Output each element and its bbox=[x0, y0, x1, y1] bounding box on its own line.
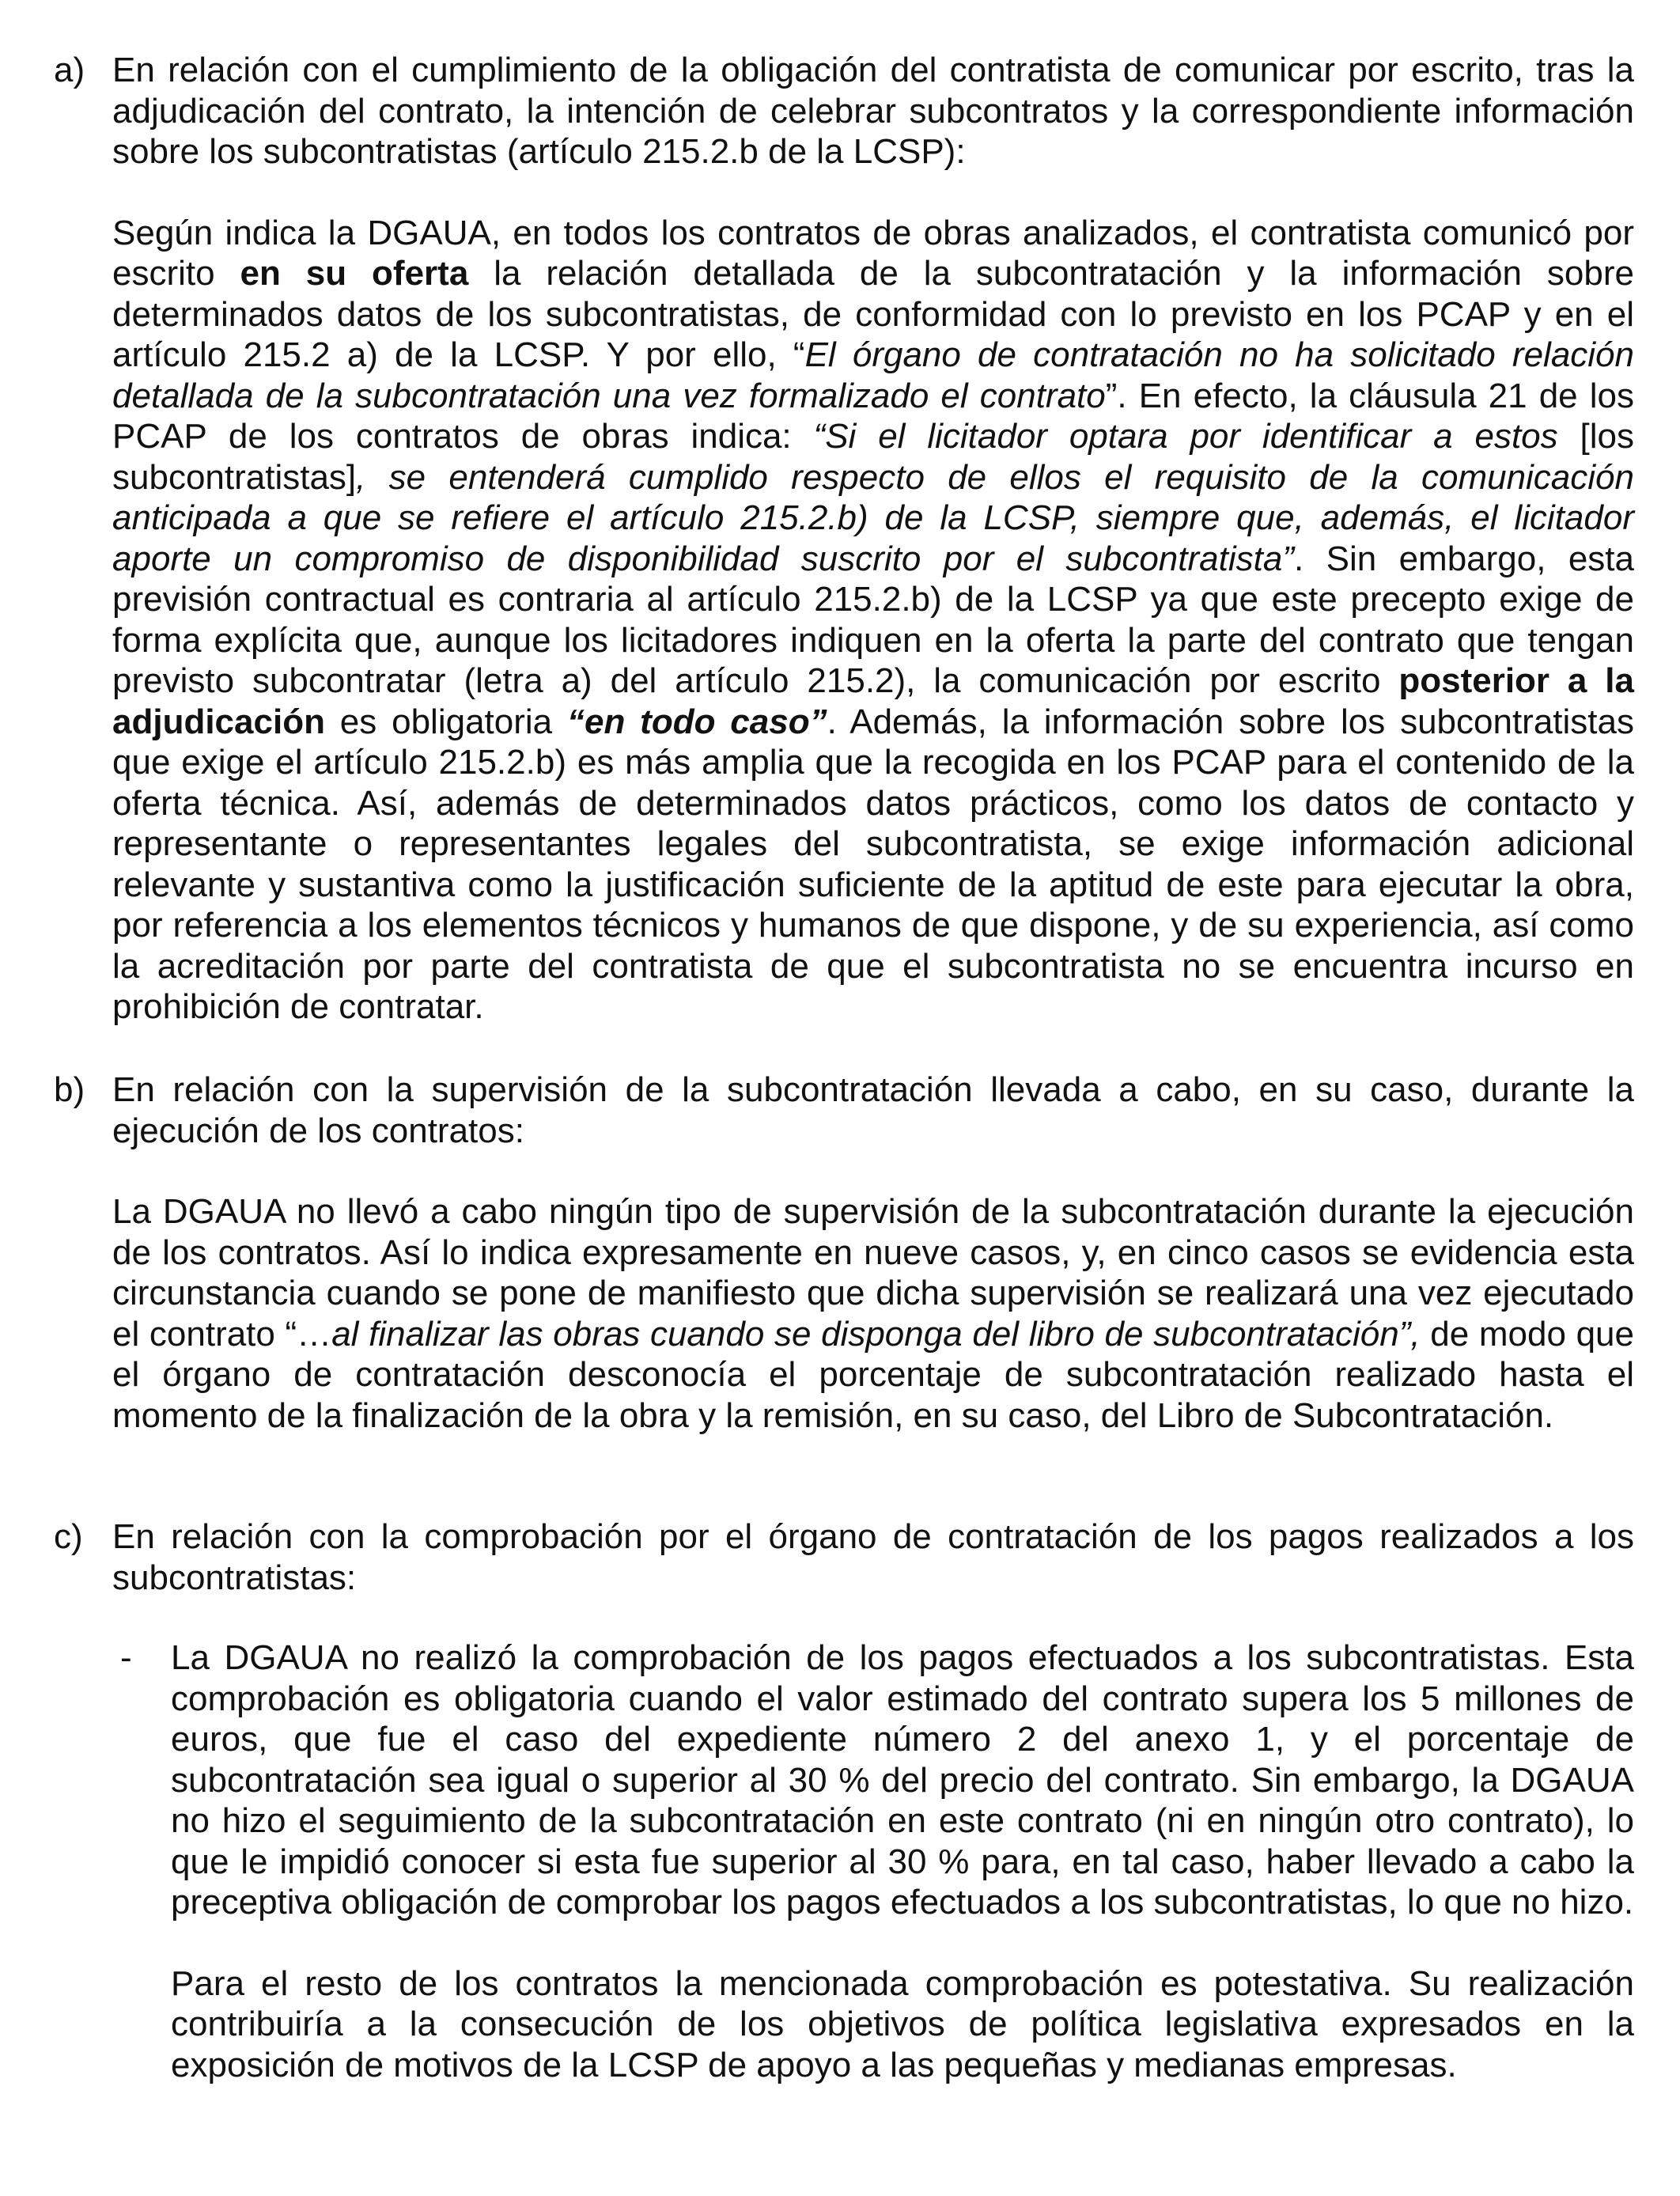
list-item-c bbox=[54, 1516, 1634, 1598]
item-paragraph bbox=[112, 213, 1634, 1028]
text-run: [los subcontratistas] bbox=[112, 417, 1634, 497]
text-run: de modo que el órgano de contratación desconocía el porcentaje de subcontratación realizado hasta el momento de la finalización de la obra y la remisión, en su caso, del Libro de Subcontratación. bbox=[112, 1314, 1634, 1435]
text-run: es obligatoria bbox=[324, 702, 567, 741]
sub-item-dash bbox=[112, 1638, 1634, 2085]
text-run: , se entenderá cumplido respecto de ellos el requisito de la comunicación anticipada a que se refiere el artículo 215.2.b) de la LCSP, siempre que, además, el licitador aporte un compromiso de disponibilidad suscrito por el subcontratista” bbox=[112, 457, 1634, 578]
sub-item-paragraph-1: La DGAUA no realizó la comprobación de los pagos efectuados a los subcontratistas. Esta comprobación es obligatoria cuando el valor estimado del contrato supera los 5 millones de euros, que fue el caso del expediente número 2 del anexo 1, y el porcentaje de subcontratación sea igual o superior al 30 % del precio del contrato. Sin embargo, la DGAUA no hizo el seguimiento de la subcontratación en este contrato (ni en ningún otro contrato), lo que le impidió conocer si esta fue superior al 30 % para, en tal caso, haber llevado a cabo la preceptiva obligación de comprobar los pagos efectuados a los subcontratistas, lo que no hizo. bbox=[171, 1638, 1634, 1922]
text-run: El órgano de contratación no ha solicitado relación detallada de la subcontratación una vez formalizado el contrato bbox=[112, 335, 1635, 415]
text-run: en su oferta bbox=[240, 254, 469, 293]
item-marker: a) bbox=[54, 51, 85, 89]
text-run: “Si el licitador optara por identificar a estos bbox=[813, 417, 1558, 456]
sub-item-marker: - bbox=[120, 1638, 132, 1677]
item-marker: b) bbox=[54, 1070, 85, 1109]
text-run: . Sin embargo, esta previsión contractual es contraria al artículo 215.2.b) de la LCSP ya que este precepto exige de forma explícita que, aunque los licitadores indiquen en la oferta la parte del contrato que tengan previsto subcontratar (letra a) del artículo 215.2), la comunicación por escrito bbox=[112, 539, 1634, 700]
item-intro: En relación con la supervisión de la subcontratación llevada a cabo, en su caso, durante la ejecución de los contratos: bbox=[112, 1070, 1634, 1150]
text-run: la relación detallada de la subcontratación y la información sobre determinados datos de los subcontratistas, de conformidad con lo previsto en los PCAP y en el artículo 215.2 a) de la LCSP. Y por ello, “ bbox=[112, 254, 1634, 374]
text-run: . Además, la información sobre los subcontratistas que exige el artículo 215.2.b) es más amplia que la recogida en los PCAP para el contenido de la oferta técnica. Así, además de determinados datos prácticos, como los datos de contacto y representante o representantes legales del subcontratista, se exige información adicional relevante y sustantiva como la justificación suficiente de la aptitud de este para ejecutar la obra, por referencia a los elementos técnicos y humanos de que dispone, y de su experiencia, así como la acreditación por parte del contratista de que el subcontratista no se encuentra incurso en prohibición de contratar. bbox=[112, 702, 1634, 1026]
text-run: posterior a la adjudicación bbox=[112, 661, 1635, 741]
item-intro: En relación con el cumplimiento de la obligación del contratista de comunicar por escrito, tras la adjudicación del contrato, la intención de celebrar subcontratos y la correspondiente información sobre los subcontratistas (artículo 215.2.b de la LCSP): bbox=[112, 51, 1634, 171]
item-intro: En relación con la comprobación por el órgano de contratación de los pagos realizados a los subcontratistas: bbox=[112, 1517, 1634, 1597]
item-paragraph bbox=[112, 1191, 1634, 1436]
sub-item-paragraph-2: Para el resto de los contratos la mencionada comprobación es potestativa. Su realización contribuiría a la consecución de los objetivos de política legislativa expresados en la exposición de motivos de la LCSP de apoyo a las pequeñas y medianas empresas. bbox=[171, 1963, 1634, 2084]
text-run: La DGAUA no llevó a cabo ningún tipo de supervisión de la subcontratación durante la ejecución de los contratos. Así lo indica expresamente en nueve casos, y, en cinco casos se evidencia esta circunstancia cuando se pone de manifiesto que dicha supervisión se realizará una vez ejecutado el contrato “… bbox=[112, 1192, 1634, 1354]
list-item-a bbox=[54, 50, 1634, 1028]
text-run: Según indica la DGAUA, en todos los contratos de obras analizados, el contratista comunicó por escrito bbox=[112, 213, 1634, 293]
text-run: ”. En efecto, la cláusula 21 de los PCAP de los contratos de obras indica: bbox=[112, 376, 1634, 456]
item-marker: c) bbox=[54, 1517, 83, 1556]
text-run: al finalizar las obras cuando se disponga del libro de subcontratación”, bbox=[331, 1314, 1421, 1354]
list-item-b bbox=[54, 1070, 1634, 1436]
text-run: “en todo caso” bbox=[566, 702, 827, 741]
